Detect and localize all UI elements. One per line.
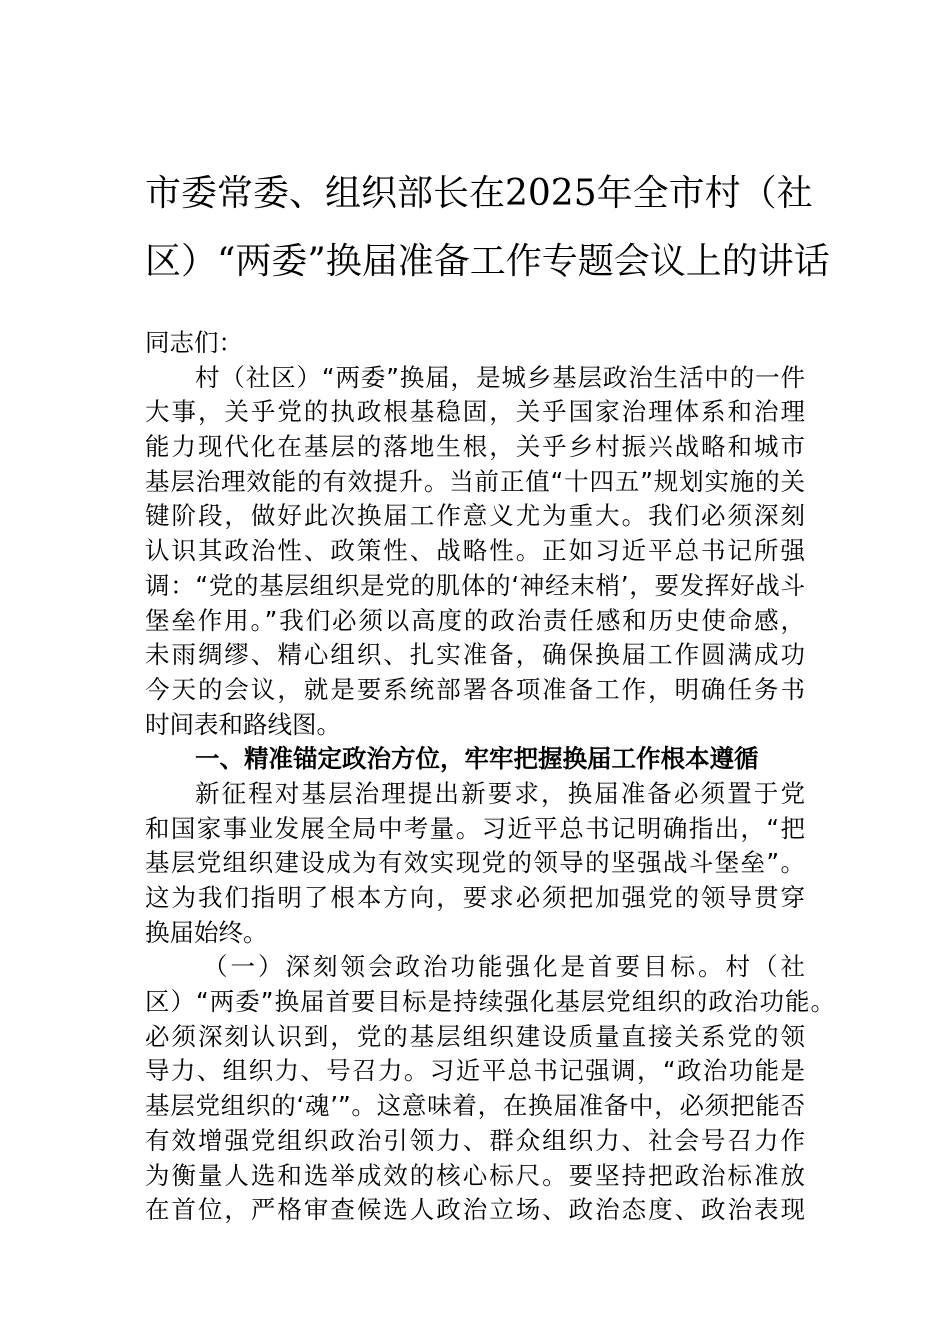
- document-title: [145, 160, 830, 296]
- text-line: 导力、组织力、号召力。习近平总书记强调，“政治功能是: [145, 1056, 805, 1086]
- text-line: 未雨绸缪、精心组织、扎实准备，确保换届工作圆满成功: [145, 640, 805, 670]
- text-line: 键阶段，做好此次换届工作意义尤为重大。我们必须深刻: [145, 501, 805, 531]
- text-line: 和国家事业发展全局中考量。习近平总书记明确指出，“把: [145, 813, 805, 843]
- text-line: 换届始终。: [145, 917, 268, 947]
- text-line: 基层党组织的‘魂’”。这意味着，在换届准备中，必须把能否: [145, 1091, 805, 1121]
- text-line: 为衡量人选和选举成效的核心标尺。要坚持把政治标准放: [145, 1160, 805, 1190]
- subsection-heading-line: （一）深刻领会政治功能强化是首要目标。村（社: [203, 952, 805, 982]
- text-line: 调：“党的基层组织是党的肌体的‘神经末梢’，要发挥好战斗: [145, 570, 805, 600]
- text-line: 在首位，严格审查候选人政治立场、政治态度、政治表现: [145, 1195, 805, 1225]
- text-line: 堡垒作用。”我们必须以高度的政治责任感和历史使命感，: [145, 605, 805, 635]
- text-line: 认识其政治性、政策性、战略性。正如习近平总书记所强: [145, 536, 805, 566]
- document-body: [145, 326, 835, 1228]
- text-line: 这为我们指明了根本方向，要求必须把加强党的领导贯穿: [145, 883, 805, 912]
- text-line: 区）“两委”换届首要目标是持续强化基层党组织的政治功能。: [145, 987, 835, 1017]
- text-line: 时间表和路线图。: [145, 709, 341, 739]
- salutation: 同志们：: [145, 328, 243, 357]
- text-line: 必须深刻认识到，党的基层组织建设质量直接关系党的领: [145, 1021, 805, 1051]
- text-line: 基层党组织建设成为有效实现党的领导的坚强战斗堡垒”。: [145, 848, 805, 878]
- text-line: 今天的会议，就是要系统部署各项准备工作，明确任务书: [145, 674, 805, 704]
- section-heading: 一、精准锚定政治方位，牢牢把握换届工作根本遵循: [195, 744, 759, 774]
- title-line-1: 市委常委、组织部长在2025年全市村（社: [145, 173, 813, 214]
- text-line: 有效增强党组织政治引领力、群众组织力、社会号召力作: [145, 1125, 805, 1155]
- text-line: 能力现代化在基层的落地生根，关乎乡村振兴战略和城市: [145, 432, 805, 462]
- title-line-2: 区）“两委”换届准备工作专题会议上的讲话: [145, 241, 830, 282]
- text-line: 新征程对基层治理提出新要求，换届准备必须置于党: [195, 778, 805, 808]
- text-line: 大事，关乎党的执政根基稳固，关乎国家治理体系和治理: [145, 397, 805, 427]
- text-line: 村（社区）“两委”换届，是城乡基层政治生活中的一件: [195, 362, 805, 392]
- text-line: 基层治理效能的有效提升。当前正值“十四五”规划实施的关: [145, 466, 805, 496]
